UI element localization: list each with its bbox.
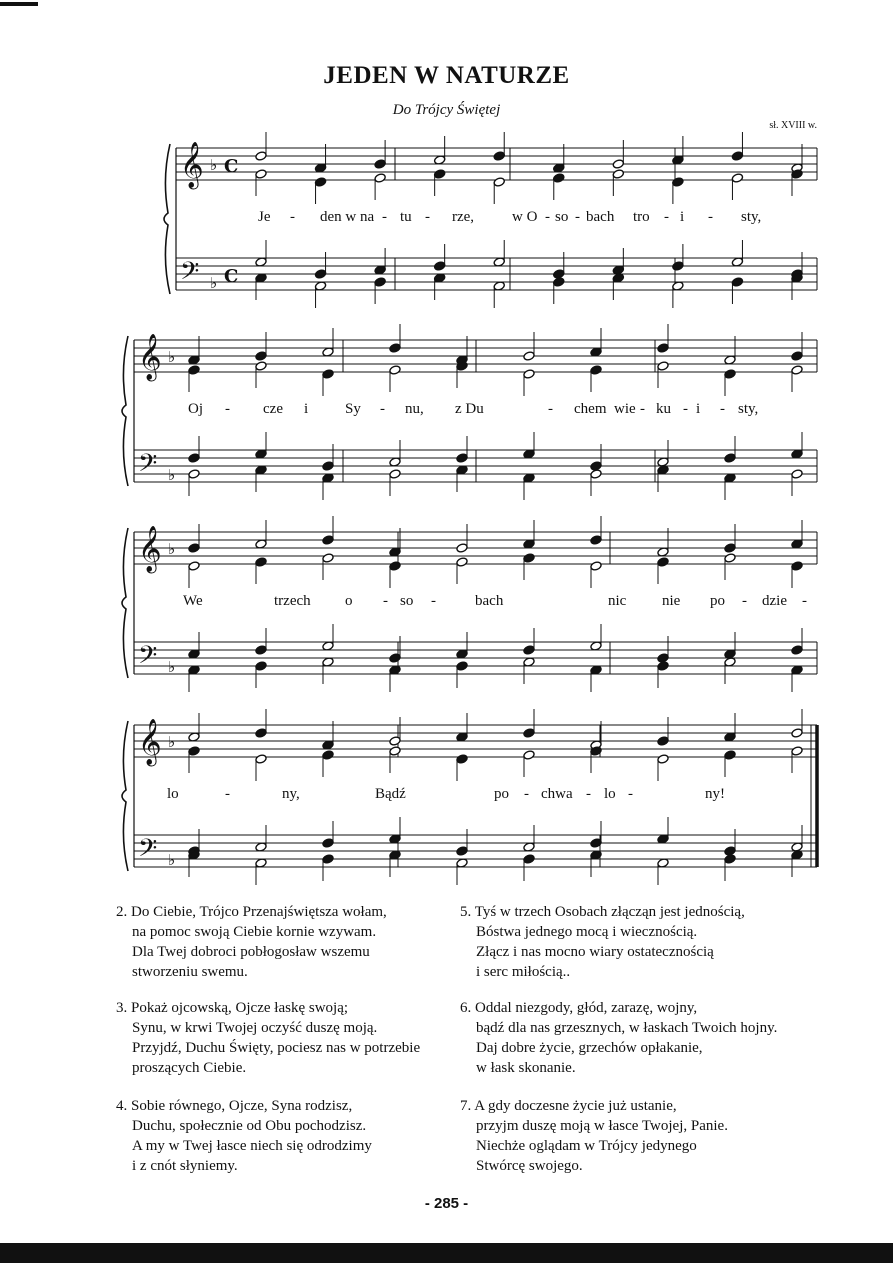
flat-sign-icon: ♭	[168, 658, 176, 676]
verse-line: Bóstwa jednego mocą i wiecznością.	[476, 924, 698, 940]
lyric-hyphen: -	[575, 209, 580, 225]
note-head	[672, 177, 684, 187]
lyric-hyphen: -	[290, 209, 295, 225]
verse-line: Przyjdź, Duchu Święty, pociesz nas w potrzebie	[132, 1040, 421, 1056]
note-head	[255, 351, 267, 361]
note-head	[493, 177, 505, 187]
flat-sign-icon: ♭	[168, 466, 176, 484]
lyric-syllable: Je	[258, 209, 271, 225]
verse-line: i serc miłością..	[476, 964, 571, 980]
note-head	[389, 561, 401, 571]
note-head	[523, 553, 535, 563]
flat-sign-icon: ♭	[168, 733, 176, 751]
lyric-syllable: lo	[167, 786, 179, 802]
note-head	[188, 453, 200, 463]
verse-line: A gdy doczesne życie już ustanie,	[474, 1098, 677, 1114]
note-head	[434, 169, 446, 179]
note-head	[791, 746, 803, 756]
verse-line: A my w Twej łasce niech się odrodzimy	[132, 1138, 372, 1154]
treble-clef-icon: 𝄞	[138, 334, 162, 380]
note-head	[657, 557, 669, 567]
system-brace	[122, 721, 128, 871]
note-head	[456, 754, 468, 764]
lyric-syllable: den w na	[320, 209, 375, 225]
treble-clef-icon: 𝄞	[180, 142, 204, 188]
note-head	[724, 553, 736, 563]
note-head	[389, 343, 401, 353]
song-title: JEDEN W NATURZE	[323, 62, 570, 89]
note-head	[255, 151, 267, 161]
flat-sign-icon: ♭	[168, 540, 176, 558]
lyric-syllable: i	[680, 209, 685, 225]
note-head	[434, 261, 446, 271]
lyric-syllable: i	[304, 401, 309, 417]
bass-clef-icon: 𝄢	[138, 449, 158, 484]
note-head	[255, 754, 267, 764]
lyric-hyphen: -	[664, 209, 669, 225]
verse-number: 6.	[460, 1000, 472, 1016]
lyric-syllable: po	[494, 786, 509, 802]
note-head	[553, 173, 565, 183]
note-head	[255, 169, 267, 179]
lyric-syllable: ny,	[282, 786, 300, 802]
note-head	[657, 361, 669, 371]
verse-line: Złącz i nas mocno wiary ostatecznością	[476, 944, 714, 960]
note-head	[523, 645, 535, 655]
note-head	[456, 557, 468, 567]
lyric-syllable: nie	[662, 593, 681, 609]
note-head	[456, 543, 468, 553]
note-head	[672, 261, 684, 271]
bass-clef-icon: 𝄢	[138, 641, 158, 676]
note-head	[255, 557, 267, 567]
song-subtitle: Do Trójcy Świętej	[392, 102, 501, 118]
lyric-syllable: chwa	[541, 786, 573, 802]
verse-line: i z cnót słyniemy.	[132, 1158, 238, 1174]
note-head	[791, 351, 803, 361]
common-time-icon: C	[224, 156, 239, 177]
note-head	[188, 543, 200, 553]
lyric-syllable: dzie	[762, 593, 787, 609]
note-head	[612, 159, 624, 169]
system-brace	[122, 336, 128, 486]
page-number: - 285 -	[424, 1195, 469, 1212]
verse-number: 7.	[460, 1098, 472, 1114]
flat-sign-icon: ♭	[210, 156, 218, 174]
note-head	[255, 661, 267, 671]
note-head	[188, 365, 200, 375]
note-head	[188, 469, 200, 479]
note-head	[255, 645, 267, 655]
note-head	[188, 561, 200, 571]
lyric-syllable: i	[696, 401, 701, 417]
note-head	[374, 277, 386, 287]
verse-line: stworzeniu swemu.	[132, 964, 248, 980]
note-head	[791, 469, 803, 479]
lyric-syllable: bach	[475, 593, 504, 609]
verse-number: 4.	[116, 1098, 128, 1114]
verse-line: Stwórcę swojego.	[476, 1158, 583, 1174]
note-head	[612, 169, 624, 179]
lyric-syllable: rze,	[452, 209, 475, 225]
lyric-syllable: bach	[586, 209, 615, 225]
verse-line: Sobie równego, Ojcze, Syna rodzisz,	[131, 1098, 353, 1114]
note-head	[724, 453, 736, 463]
note-head	[791, 728, 803, 738]
verse-6	[460, 998, 777, 1078]
note-head	[724, 750, 736, 760]
note-head	[523, 750, 535, 760]
lyric-hyphen: -	[628, 786, 633, 802]
lyric-hyphen: -	[545, 209, 550, 225]
verse-4	[116, 1096, 372, 1176]
verse-line: Do Ciebie, Trójco Przenajświętsza wołam,	[131, 904, 387, 920]
lyric-syllable: nic	[608, 593, 627, 609]
lyric-hyphen: -	[720, 401, 725, 417]
note-head	[791, 365, 803, 375]
bottom-bar	[0, 1243, 893, 1263]
verse-line: Oddal niezgody, głód, zarazę, wojny,	[475, 1000, 698, 1016]
lyric-syllable: sty,	[738, 401, 759, 417]
note-head	[314, 269, 326, 279]
bass-clef-icon: 𝄢	[138, 834, 158, 869]
verse-line: Synu, w krwi Twojej oczyść duszę moją.	[132, 1020, 378, 1036]
lyric-syllable: o	[345, 593, 353, 609]
note-head	[523, 369, 535, 379]
note-head	[255, 728, 267, 738]
lyric-hyphen: -	[380, 401, 385, 417]
verse-5	[460, 902, 745, 982]
note-head	[188, 746, 200, 756]
note-head	[389, 469, 401, 479]
verse-line: na pomoc swoją Ciebie kornie wzywam.	[132, 924, 377, 940]
lyric-hyphen: -	[524, 786, 529, 802]
lyric-syllable: z Du	[455, 401, 484, 417]
note-head	[389, 736, 401, 746]
lyric-hyphen: -	[586, 786, 591, 802]
lyric-hyphen: -	[548, 401, 553, 417]
lyric-syllable: tu	[400, 209, 412, 225]
lyric-hyphen: -	[425, 209, 430, 225]
note-head	[493, 151, 505, 161]
note-head	[590, 365, 602, 375]
verse-line: Daj dobre życie, grzechów opłakanie,	[476, 1040, 703, 1056]
verse-line: Duchu, społecznie od Obu pochodzisz.	[132, 1118, 367, 1134]
note-head	[657, 661, 669, 671]
note-head	[523, 728, 535, 738]
note-head	[791, 561, 803, 571]
verse-line: Pokaż ojcowską, Ojcze łaskę swoją;	[131, 1000, 349, 1016]
lyric-hyphen: -	[802, 593, 807, 609]
lyric-hyphen: -	[225, 786, 230, 802]
note-head	[389, 365, 401, 375]
lyric-syllable: cze	[263, 401, 283, 417]
note-head	[523, 854, 535, 864]
lyric-syllable: Sy	[345, 401, 361, 417]
lyric-hyphen: -	[640, 401, 645, 417]
note-head	[590, 469, 602, 479]
common-time-icon: C	[224, 266, 239, 287]
verse-number: 5.	[460, 904, 472, 920]
lyric-syllable: so	[555, 209, 569, 225]
note-head	[657, 754, 669, 764]
lyric-hyphen: -	[683, 401, 688, 417]
lyric-syllable: wie	[614, 401, 636, 417]
lyric-hyphen: -	[382, 209, 387, 225]
note-head	[731, 151, 743, 161]
note-head	[731, 173, 743, 183]
lyric-hyphen: -	[383, 593, 388, 609]
lyric-syllable: ny!	[705, 786, 725, 802]
note-head	[389, 653, 401, 663]
verse-3	[116, 998, 420, 1078]
lyric-syllable: tro	[633, 209, 650, 225]
note-head	[314, 177, 326, 187]
verse-7	[460, 1096, 728, 1176]
note-head	[322, 461, 334, 471]
note-head	[456, 661, 468, 671]
note-head	[553, 277, 565, 287]
flat-sign-icon: ♭	[168, 851, 176, 869]
note-head	[374, 173, 386, 183]
lyric-hyphen: -	[431, 593, 436, 609]
lyric-syllable: Bądź	[375, 786, 406, 802]
note-head	[724, 854, 736, 864]
lyric-hyphen: -	[742, 593, 747, 609]
note-head	[456, 846, 468, 856]
note-head	[791, 645, 803, 655]
verse-line: w łask skonanie.	[476, 1060, 576, 1076]
verse-line: proszących Ciebie.	[132, 1060, 247, 1076]
system-brace	[122, 528, 128, 678]
verse-line: Dla Twej dobroci pobłogosław wszemu	[132, 944, 370, 960]
lyric-hyphen: -	[708, 209, 713, 225]
note-head	[322, 750, 334, 760]
note-head	[657, 736, 669, 746]
lyric-syllable: ku	[656, 401, 671, 417]
lyric-syllable: trzech	[274, 593, 311, 609]
note-head	[389, 746, 401, 756]
flat-sign-icon: ♭	[210, 274, 218, 292]
note-head	[590, 561, 602, 571]
lyric-syllable: w O	[512, 209, 538, 225]
lyric-syllable: Oj	[188, 401, 203, 417]
note-head	[724, 369, 736, 379]
note-head	[374, 159, 386, 169]
lyric-syllable: lo	[604, 786, 616, 802]
lyric-syllable: po	[710, 593, 725, 609]
lyric-syllable: sty,	[741, 209, 762, 225]
system-brace	[164, 144, 170, 294]
note-head	[456, 453, 468, 463]
note-head	[322, 553, 334, 563]
lyric-syllable: We	[183, 593, 203, 609]
note-head	[724, 543, 736, 553]
lyric-hyphen: -	[225, 401, 230, 417]
verse-line: Tyś w trzech Osobach złącząn jest jednością,	[474, 904, 745, 920]
lyrics-origin: sł. XVIII w.	[769, 120, 817, 131]
note-head	[322, 854, 334, 864]
bass-clef-icon: 𝄢	[180, 257, 200, 292]
treble-clef-icon: 𝄞	[138, 526, 162, 572]
note-head	[322, 838, 334, 848]
lyric-syllable: nu,	[405, 401, 424, 417]
verse-number: 2.	[116, 904, 128, 920]
note-head	[590, 535, 602, 545]
note-head	[322, 535, 334, 545]
note-head	[657, 343, 669, 353]
note-head	[731, 277, 743, 287]
verse-line: przyjm duszę moją w łasce Twojej, Panie.	[476, 1118, 728, 1134]
flat-sign-icon: ♭	[168, 348, 176, 366]
verse-2	[116, 902, 387, 982]
note-head	[322, 369, 334, 379]
verse-line: bądź dla nas grzesznych, w łaskach Twoich hojny.	[476, 1020, 778, 1036]
lyric-syllable: chem	[574, 401, 607, 417]
verse-line: Niechże oglądam w Trójcy jedynego	[476, 1138, 697, 1154]
verse-number: 3.	[116, 1000, 128, 1016]
note-head	[523, 351, 535, 361]
lyric-syllable: so	[400, 593, 414, 609]
treble-clef-icon: 𝄞	[138, 719, 162, 765]
note-head	[255, 361, 267, 371]
